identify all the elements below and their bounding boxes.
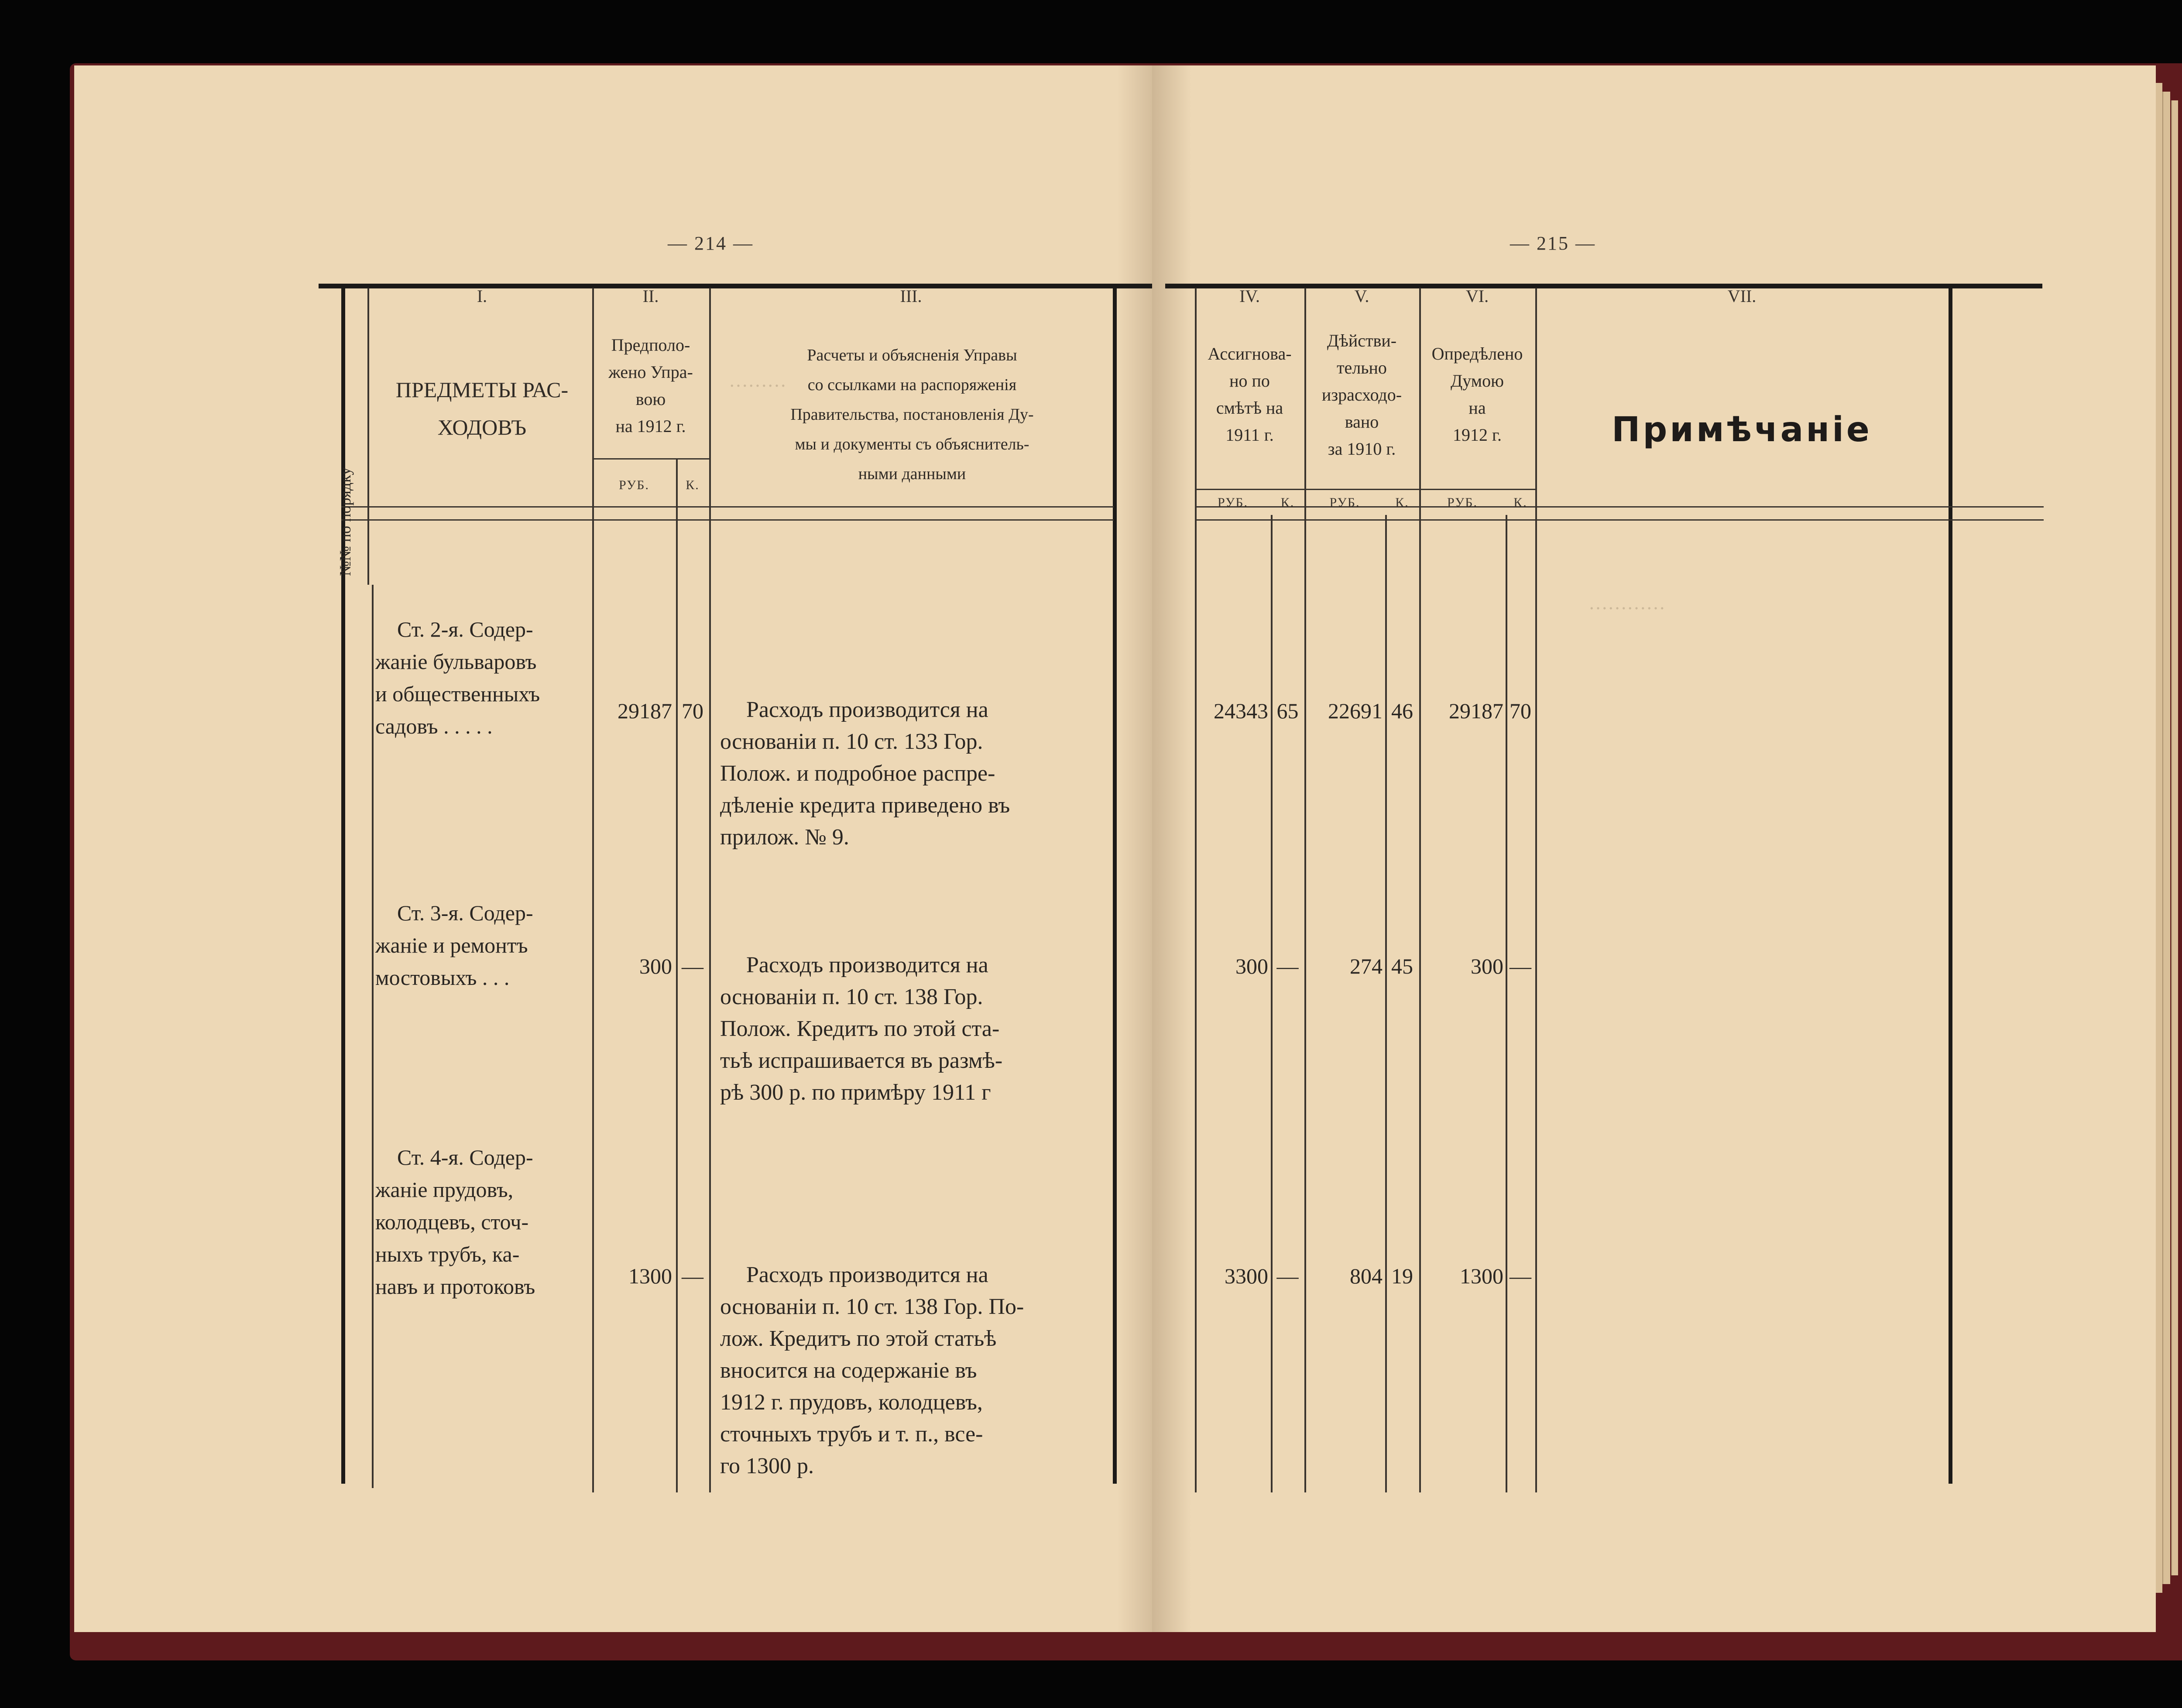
column-divider bbox=[1419, 288, 1421, 1492]
column-header-spent-1910: Дѣйстви- тельно израсходо- вано за 1910 г. bbox=[1321, 331, 1402, 459]
table-right-border bbox=[1113, 288, 1117, 1484]
proposed-kop: — bbox=[682, 1264, 703, 1288]
column-divider bbox=[1304, 288, 1306, 1492]
column-header-notes: Примѣчаніе bbox=[1612, 410, 1872, 449]
column-header-allocated-1911: Ассигнова- но по смѣтѣ на 1911 г. bbox=[1208, 344, 1292, 445]
table-right-border bbox=[1949, 288, 1952, 1484]
unit-kop: К. bbox=[686, 478, 700, 492]
unit-rule bbox=[1195, 489, 1535, 490]
column-divider bbox=[592, 288, 594, 1492]
allocated-1911-kop: 65 bbox=[1276, 699, 1299, 723]
allocated-1911-kop: — bbox=[1276, 954, 1299, 978]
spent-1910-kop: 46 bbox=[1391, 699, 1413, 723]
unit-rub: РУБ. bbox=[1447, 495, 1478, 510]
bleed-through-text: ………… bbox=[1588, 592, 1665, 614]
spent-1910-rub: 804 bbox=[1350, 1264, 1383, 1288]
unit-rub: РУБ. bbox=[1329, 495, 1360, 510]
allocated-1911-rub: 24343 bbox=[1214, 699, 1268, 723]
column-header-approved-1912: Опредѣлено Думою на 1912 г. bbox=[1431, 344, 1523, 445]
proposed-rub: 1300 bbox=[628, 1264, 672, 1288]
explanation: Расходъ производится на основаніи п. 10 ст. 138 Гор. По- лож. Кредитъ по этой статьѣ вносится на содержаніе въ 1912 г. прудовъ, колодцевъ, сточныхъ трубъ и т. п., все- го 1300 р. bbox=[720, 1262, 1024, 1478]
spent-1910-kop: 19 bbox=[1391, 1264, 1413, 1288]
column-header-explanation: Расчеты и объясненія Управы со ссылками на распоряженія Правительства, постановленія Ду- мы и документы съ объяснитель- ными данными bbox=[790, 346, 1034, 483]
unit-kop: К. bbox=[1395, 495, 1409, 510]
column-divider bbox=[1195, 288, 1197, 1492]
gutter-shadow bbox=[1152, 65, 1191, 1632]
approved-1912-rub: 29187 bbox=[1449, 699, 1503, 723]
spent-1910-rub: 22691 bbox=[1328, 699, 1383, 723]
explanation: Расходъ производится на основаніи п. 10 ст. 138 Гор. Полож. Кредитъ по этой ста- тьѣ испрашивается въ размѣ- рѣ 300 р. по примѣру 1911 г bbox=[720, 953, 1003, 1105]
row-number-header: №№ по порядку bbox=[336, 467, 354, 576]
allocated-1911-kop: — bbox=[1276, 1264, 1299, 1288]
budget-item: Ст. 4-я. Содер- жаніе прудовъ, колодцевъ, сточ- ныхъ трубъ, ка- навъ и протоковъ bbox=[375, 1145, 535, 1299]
column-header-items: ПРЕДМЕТЫ РАС- ХОДОВЪ bbox=[395, 377, 569, 439]
unit-rub: РУБ. bbox=[619, 478, 649, 492]
approved-1912-kop: 70 bbox=[1510, 699, 1531, 723]
left-page bbox=[74, 65, 1156, 1632]
column-divider bbox=[1385, 515, 1387, 1492]
allocated-1911-rub: 300 bbox=[1235, 954, 1268, 978]
page-number-right: — 215 — bbox=[1510, 233, 1596, 254]
column-divider bbox=[1535, 288, 1537, 1492]
column-divider bbox=[372, 585, 374, 1488]
right-page bbox=[1152, 65, 2156, 1632]
column-number: I. bbox=[477, 286, 487, 306]
page-edge bbox=[2162, 92, 2170, 1584]
allocated-1911-rub: 3300 bbox=[1225, 1264, 1268, 1288]
proposed-rub: 29187 bbox=[618, 699, 672, 723]
unit-kop: К. bbox=[1513, 495, 1527, 510]
header-rule bbox=[341, 506, 1114, 508]
page-number-left: — 214 — bbox=[668, 233, 754, 254]
approved-1912-rub: 1300 bbox=[1460, 1264, 1503, 1288]
column-number: IV. bbox=[1239, 286, 1260, 306]
header-rule bbox=[1195, 519, 2044, 521]
proposed-rub: 300 bbox=[639, 954, 672, 978]
proposed-kop: 70 bbox=[682, 699, 703, 723]
approved-1912-rub: 300 bbox=[1471, 954, 1503, 978]
gutter-shadow bbox=[1117, 65, 1156, 1632]
spent-1910-rub: 274 bbox=[1350, 954, 1383, 978]
column-divider bbox=[1506, 515, 1507, 1492]
unit-rule bbox=[592, 458, 709, 460]
column-number: III. bbox=[900, 286, 922, 306]
budget-item: Ст. 2-я. Содер- жаніе бульваровъ и общественныхъ садовъ . . . . . bbox=[375, 617, 540, 738]
budget-item: Ст. 3-я. Содер- жаніе и ремонтъ мостовыхъ . . . bbox=[375, 901, 533, 990]
column-divider bbox=[709, 288, 711, 1492]
column-divider bbox=[367, 288, 369, 585]
spent-1910-kop: 45 bbox=[1391, 954, 1413, 978]
header-rule bbox=[341, 519, 1114, 521]
bleed-through-text: ……… bbox=[729, 370, 786, 391]
explanation: Расходъ производится на основаніи п. 10 ст. 133 Гор. Полож. и подробное распре- дѣленіе кредита приведено въ прилож. № 9. bbox=[720, 697, 1010, 850]
approved-1912-kop: — bbox=[1510, 1264, 1531, 1288]
column-number: II. bbox=[642, 286, 659, 306]
page-edge bbox=[2171, 100, 2178, 1575]
unit-kop: К. bbox=[1280, 495, 1295, 510]
column-number: VII. bbox=[1727, 286, 1757, 306]
unit-rub: РУБ. bbox=[1218, 495, 1248, 510]
column-number: VI. bbox=[1465, 286, 1489, 306]
approved-1912-kop: — bbox=[1510, 954, 1531, 978]
proposed-kop: — bbox=[682, 954, 703, 978]
column-divider bbox=[1271, 515, 1273, 1492]
column-header-proposed: Предполо- жено Упра- вою на 1912 г. bbox=[608, 335, 693, 436]
column-number: V. bbox=[1354, 286, 1369, 306]
